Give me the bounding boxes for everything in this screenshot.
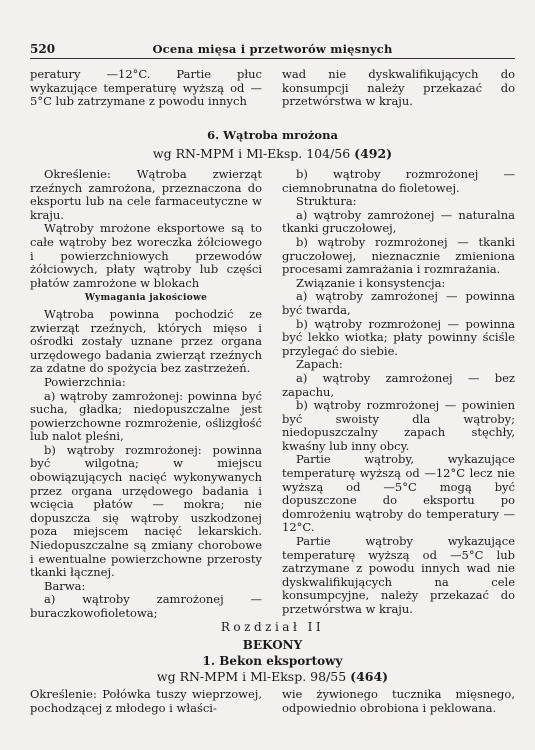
smell-thawed: b) wątroby rozmrożonej — powinien być swoisty dla wątroby; niedopuszczalny zapach stęchły, kwaśny lub inny obcy. (282, 398, 515, 453)
color-thawed: b) wątroby rozmrożonej — ciemnobrunatna do fioletowej. (282, 167, 515, 195)
structure-label: Struktura: (296, 194, 357, 209)
batch-paragraph-1: Partie wątroby, wykazujące temperaturę wyższą od —12°C lecz nie wyższą od —5°C mogą być dopuszczone do eksportu po domrożeniu wątroby do temperatury — 12°C. (282, 452, 515, 535)
batch-paragraph-2: Partie wątroby wykazujące temperaturę wyższą od —5°C lub zatrzymane z powodu innych wad nie dyskwalifikujących na cele konsumpcyjne, należy przekazać do przetwórstwa w kraju. (282, 534, 515, 616)
definition-paragraph: Określenie: Wątroba zwierząt rzeźnych zamrożona, przeznaczona do eksportu lub na cele farmaceutyczne w kraju. (30, 167, 262, 222)
surface-frozen: a) wątroby zamrożonej: powinna być sucha, gładka; niedopuszczalne jest powierzchowne rozmrożenie, oślizgłość lub nalot pleśni, (30, 388, 262, 444)
chapter-subject: BEKONY (242, 638, 303, 652)
left-column (30, 168, 262, 621)
paragraph-text: peratury —12°C. Partie płuc wykazujące temperaturę wyższą od —5°C lub zatrzymane z powodu innych (30, 67, 262, 109)
structure-frozen: a) wątroby zamrożonej — naturalna tkanki gruczołowej, (282, 207, 515, 236)
paragraph-text: Określenie: Połówka tuszy wieprzowej, pochodzącej z młodego i właści- (30, 687, 262, 715)
surface-label: Powierzchnia: (44, 374, 126, 389)
norm-text: wg RN-MPM i Ml-Eksp. 98/55 (156, 669, 351, 684)
smell-label: Zapach: (296, 357, 343, 372)
top-right-paragraph (282, 68, 515, 109)
smell-frozen: a) wątroby zamrożonej — bez zapachu, (282, 370, 515, 399)
color-label: Barwa: (44, 578, 86, 593)
norm-text: wg RN-MPM i Ml-Eksp. 104/56 (152, 146, 355, 161)
page-header (30, 40, 515, 59)
subsection-norm (30, 669, 515, 684)
page-number: 520 (30, 42, 56, 56)
surface-thawed: b) wątroby rozmrożonej: powinna być wilgotna; w miejscu obowiązujących nacięć wykonywanych przez organa urzędowego badania i wcięcia płatów — mokra; nie dopuszcza się wątroby uszkodzonej poza miejscem nacięć lekarskich. Niedopuszczalne są zmiany chorobowe i ewentualne powierzchowne przerosty tkanki łącznej. (30, 442, 262, 580)
color-frozen: a) wątroby zamrożonej — buraczkowofioletowa; (30, 592, 262, 620)
binding-label: Związanie i konsystencja: (296, 275, 446, 290)
paragraph-text: wad nie dyskwalifikujących do konsumpcji należy przekazać do przetwórstwa w kraju. (282, 67, 515, 109)
norm-number: (464) (350, 669, 389, 684)
origin-paragraph: Wątroba powinna pochodzić ze zwierząt rzeźnych, których mięso i ośrodki zostały uznane przez organa urzędowego badania zwierząt rzeźnych za zdatne do spożycia bez zastrzeżeń. (30, 306, 262, 376)
right-column (282, 168, 515, 617)
section-norm (30, 146, 515, 161)
structure-thawed: b) wątroby rozmrożonej — tkanki gruczołowej, nieznacznie zmienionа procesami zamrażania i rozmrażania. (282, 234, 515, 277)
bottom-right-paragraph (282, 688, 515, 715)
quality-requirements-heading: Wymagania jakościowe (84, 293, 208, 304)
bottom-left-paragraph (30, 688, 262, 715)
binding-frozen: a) wątroby zamrożonej — powinna być twarda, (282, 289, 515, 317)
chapter-title: Rozdział II (220, 620, 325, 634)
export-liver-paragraph: Wątroby mrożone eksportowe są to całe wątroby bez woreczka żółciowego i powierzchniowych przewodów żółciowych, płaty wątroby lub części płatów zamrożone w blokach (30, 221, 262, 290)
subsection-heading: 1. Bekon eksportowy (202, 654, 343, 668)
section-heading: 6. Wątroba mrożona (207, 128, 338, 142)
binding-thawed: b) wątroby rozmrożonej — powinna być lekko wiotka; płaty powinny ściśle przylegać do siebie. (282, 316, 515, 358)
paragraph-text: wie żywionego tucznika mięsnego, odpowiednio obrobiona i peklowana. (282, 687, 515, 715)
running-title: Ocena mięsa i przetworów mięsnych (152, 42, 393, 56)
top-left-paragraph (30, 68, 262, 109)
norm-number: (492) (354, 146, 393, 161)
